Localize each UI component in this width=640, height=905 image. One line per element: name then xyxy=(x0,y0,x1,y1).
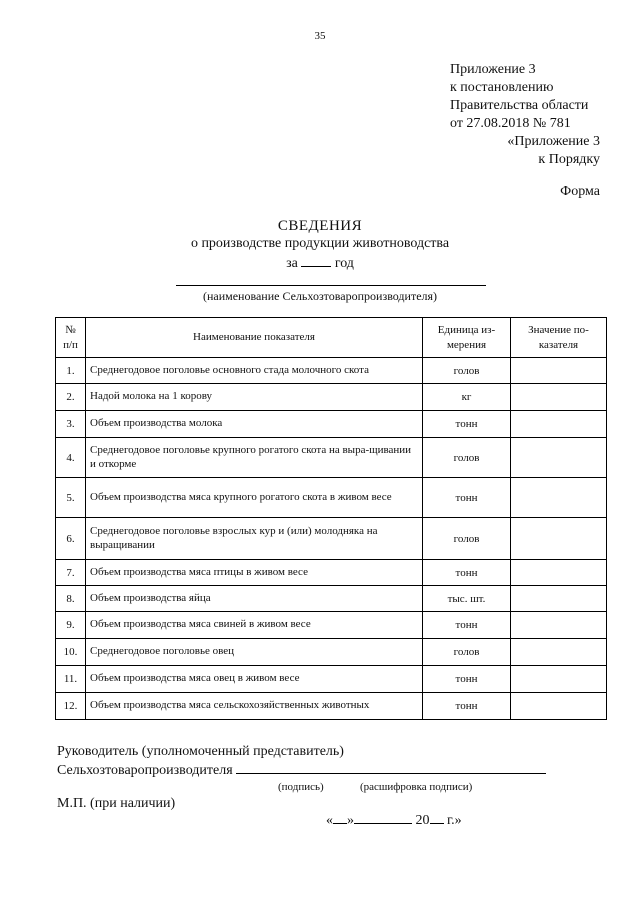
row-name: Объем производства яйца xyxy=(86,586,423,612)
table-row xyxy=(56,586,607,612)
page-number: 35 xyxy=(314,30,326,42)
appendix-line-5: «Приложение 3 xyxy=(507,134,600,149)
table-row xyxy=(56,384,607,411)
signature-caption: (подпись) xyxy=(278,781,324,793)
row-name: Надой молока на 1 корову xyxy=(86,384,423,411)
row-num: 6. xyxy=(56,518,86,560)
row-unit: голов xyxy=(423,438,511,478)
table-row xyxy=(56,693,607,720)
header-num: № п/п xyxy=(56,318,86,358)
document-title: СВЕДЕНИЯ xyxy=(277,218,363,234)
row-unit: тонн xyxy=(423,612,511,639)
header-value: Значение по-казателя xyxy=(511,318,607,358)
org-name-line xyxy=(176,285,486,286)
row-name: Среднегодовое поголовье крупного рогатого скота на выра-щивании и откорме xyxy=(86,438,423,478)
row-value[interactable] xyxy=(511,639,607,666)
row-name: Среднегодовое поголовье взрослых кур и (или) молодняка на выращивании xyxy=(86,518,423,560)
producer-label: Сельхозтоваропроизводителя xyxy=(57,763,233,778)
date-close-quote: » xyxy=(347,813,354,828)
row-num: 5. xyxy=(56,478,86,518)
row-value[interactable] xyxy=(511,411,607,438)
head-label: Руководитель (уполномоченный представитель) xyxy=(57,744,344,759)
table-row xyxy=(56,438,607,478)
stamp-label: М.П. (при наличии) xyxy=(57,796,176,811)
row-num: 9. xyxy=(56,612,86,639)
row-value[interactable] xyxy=(511,518,607,560)
appendix-line-1: Приложение 3 xyxy=(450,62,536,77)
date-day-blank[interactable] xyxy=(333,811,347,824)
header-name: Наименование показателя xyxy=(86,318,423,358)
table-row xyxy=(56,666,607,693)
row-unit: тыс. шт. xyxy=(423,586,511,612)
row-value[interactable] xyxy=(511,560,607,586)
year-line xyxy=(0,254,640,272)
appendix-line-2: к постановлению xyxy=(450,80,554,95)
row-value[interactable] xyxy=(511,438,607,478)
org-name-caption: (наименование Сельхозтоваропроизводителя) xyxy=(202,289,438,303)
row-num: 12. xyxy=(56,693,86,720)
row-unit: тонн xyxy=(423,478,511,518)
date-month-blank[interactable] xyxy=(354,811,412,824)
row-name: Объем производства молока xyxy=(86,411,423,438)
row-unit: голов xyxy=(423,639,511,666)
date-year-prefix: 20 xyxy=(415,813,430,828)
row-num: 2. xyxy=(56,384,86,411)
table-row xyxy=(56,612,607,639)
row-unit: тонн xyxy=(423,666,511,693)
row-value[interactable] xyxy=(511,358,607,384)
form-label: Форма xyxy=(560,184,600,199)
producer-line xyxy=(57,761,546,779)
row-unit: тонн xyxy=(423,560,511,586)
header-unit: Единица из-мерения xyxy=(423,318,511,358)
table-row xyxy=(56,639,607,666)
row-value[interactable] xyxy=(511,586,607,612)
row-name: Объем производства мяса овец в живом весе xyxy=(86,666,423,693)
row-value[interactable] xyxy=(511,612,607,639)
table-header-row xyxy=(56,318,607,358)
appendix-line-4: от 27.08.2018 № 781 xyxy=(450,116,571,131)
year-prefix: за xyxy=(286,256,298,271)
table-row xyxy=(56,560,607,586)
decoding-caption: (расшифровка подписи) xyxy=(360,781,473,793)
row-unit: голов xyxy=(423,358,511,384)
row-name: Объем производства мяса сельскохозяйственных животных xyxy=(86,693,423,720)
document-subtitle: о производстве продукции животноводства xyxy=(190,236,450,251)
signature-line[interactable] xyxy=(236,761,546,774)
row-unit: голов xyxy=(423,518,511,560)
row-unit: тонн xyxy=(423,693,511,720)
indicators-table xyxy=(55,317,607,720)
table-row xyxy=(56,518,607,560)
row-num: 8. xyxy=(56,586,86,612)
row-value[interactable] xyxy=(511,384,607,411)
date-end: г.» xyxy=(447,813,462,828)
appendix-line-3: Правительства области xyxy=(450,98,589,113)
row-num: 11. xyxy=(56,666,86,693)
appendix-line-6: к Порядку xyxy=(538,152,600,167)
row-value[interactable] xyxy=(511,693,607,720)
date-year-blank[interactable] xyxy=(430,811,444,824)
row-unit: тонн xyxy=(423,411,511,438)
row-unit: кг xyxy=(423,384,511,411)
year-suffix: год xyxy=(334,256,354,271)
table-row xyxy=(56,411,607,438)
row-name: Среднегодовое поголовье овец xyxy=(86,639,423,666)
table-row xyxy=(56,358,607,384)
date-open-quote: « xyxy=(326,813,333,828)
row-value[interactable] xyxy=(511,478,607,518)
row-num: 3. xyxy=(56,411,86,438)
row-name: Среднегодовое поголовье основного стада молочного скота xyxy=(86,358,423,384)
row-name: Объем производства мяса крупного рогатого скота в живом весе xyxy=(86,478,423,518)
row-num: 4. xyxy=(56,438,86,478)
date-line xyxy=(326,811,462,829)
row-num: 7. xyxy=(56,560,86,586)
row-num: 1. xyxy=(56,358,86,384)
row-name: Объем производства мяса птицы в живом весе xyxy=(86,560,423,586)
row-value[interactable] xyxy=(511,666,607,693)
year-blank xyxy=(301,254,331,267)
row-num: 10. xyxy=(56,639,86,666)
table-row xyxy=(56,478,607,518)
row-name: Объем производства мяса свиней в живом весе xyxy=(86,612,423,639)
